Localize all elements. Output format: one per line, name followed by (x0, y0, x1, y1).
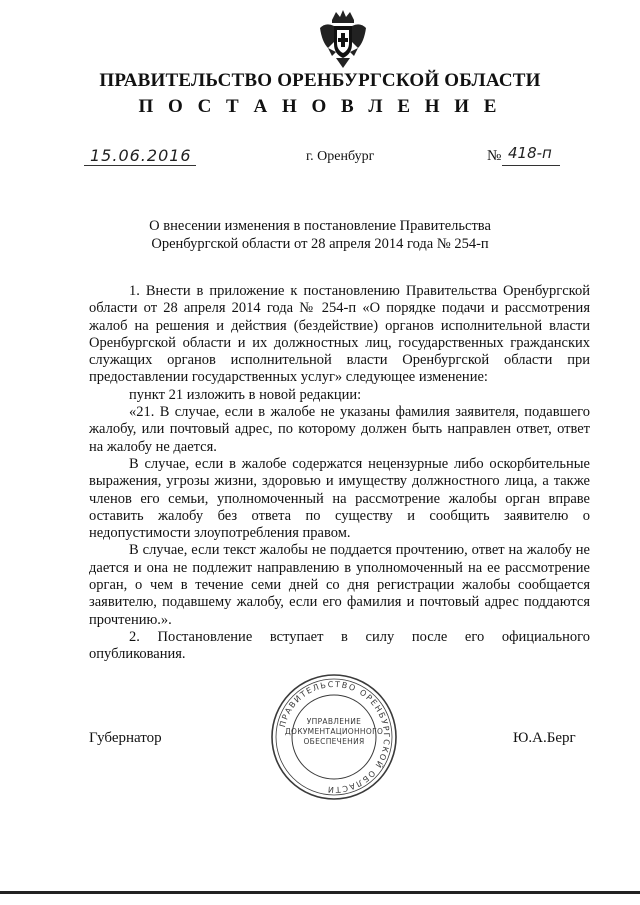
body-paragraph: 1. Внести в приложение к постановлению Правительства Оренбургской области от 28 апреля 2014 года № 254-п «О порядке подачи и рассмотрения жалоб на решения и действия (бездействие) органов исполнительной власти Оренбургской области и их должностных лиц, государственных гражданских служащих органов исполнительной власти Оренбургской области при предоставлении государственных услуг» следующее изменение: (89, 283, 590, 386)
decree-body (89, 283, 590, 664)
date-underline (84, 165, 196, 166)
body-paragraph: В случае, если в жалобе содержатся нецензурные либо оскорбительные выражения, угрозы жизни, здоровью и имуществу должностного лица, а также членов его семьи, уполномоченный на рассмотрение жалобы орган вправе оставить жалобу без ответа по существу и сообщить заявителю о недопустимости злоупотребления правом. (89, 455, 590, 542)
government-title: ПРАВИТЕЛЬСТВО ОРЕНБУРГСКОЙ ОБЛАСТИ (99, 70, 541, 91)
bottom-border-line (0, 891, 640, 894)
subject-line: О внесении изменения в постановление Правительства (149, 218, 491, 234)
signatory-name: Ю.А.Берг (513, 730, 576, 746)
stamp-line: ДОКУМЕНТАЦИОННОГО (284, 727, 384, 736)
number-sign: № (487, 148, 502, 164)
stamp-inner-text (276, 717, 392, 747)
body-paragraph: 2. Постановление вступает в силу после его официального опубликования. (89, 628, 590, 663)
decree-number: 418-п (508, 144, 552, 162)
decree-subject (100, 217, 540, 253)
subject-line: Оренбургской области от 28 апреля 2014 года № 254-п (151, 236, 489, 252)
stamp-line: ОБЕСПЕЧЕНИЯ (303, 737, 365, 746)
document-type-title: П О С Т А Н О В Л Е Н И Е (138, 96, 502, 117)
body-paragraph: пункт 21 изложить в новой редакции: (129, 386, 362, 403)
coat-of-arms-emblem (318, 8, 368, 70)
body-paragraph: «21. В случае, если в жалобе не указаны фамилия заявителя, подавшего жалобу, или почтовый адрес, по которому должен быть направлен ответ, ответ на жалобу не дается. (89, 404, 590, 455)
number-underline (502, 165, 560, 166)
issue-city: г. Оренбург (306, 149, 375, 164)
body-paragraph: В случае, если текст жалобы не поддается прочтению, ответ на жалобу не дается и она не подлежит направлению в уполномоченный на ее рассмотрение орган, о чем в течение семи дней со дня регистрации жалобы сообщается заявителю, подавшему жалобу, если его фамилия и почтовый адрес поддаются прочтению.». (89, 542, 590, 628)
stamp-ring-text: ПРАВИТЕЛЬСТВО ОРЕНБУРГСКОЙ ОБЛАСТИ (277, 679, 392, 795)
stamp-line: УПРАВЛЕНИЕ (306, 717, 362, 726)
signatory-role: Губернатор (89, 730, 162, 746)
decree-date: 15.06.2016 (90, 146, 192, 165)
